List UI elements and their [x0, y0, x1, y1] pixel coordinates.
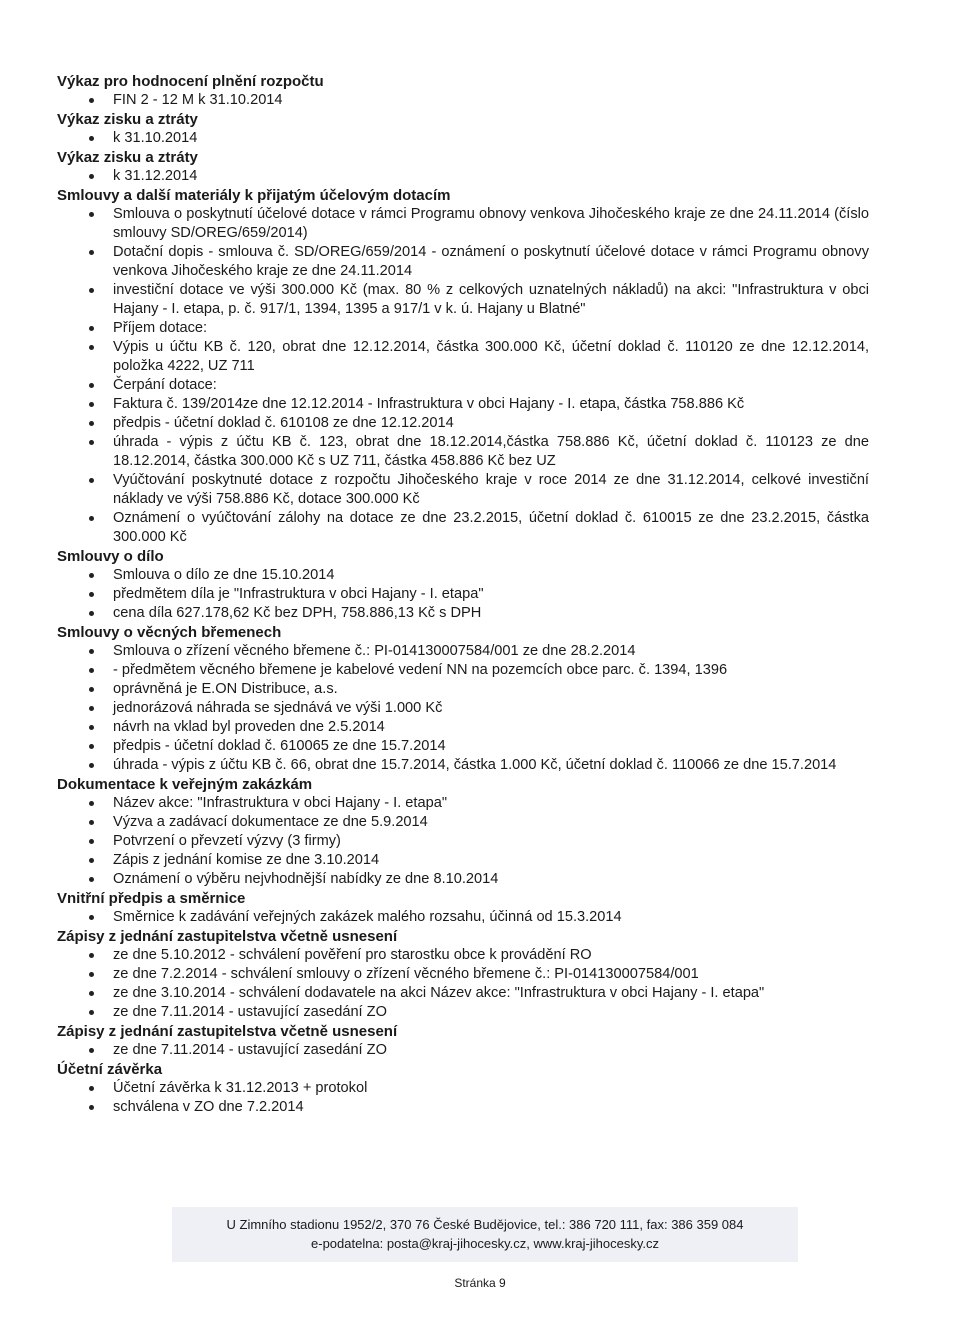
list-item: ze dne 7.2.2014 - schválení smlouvy o zřízení věcného břemene č.: PI-014130007584/001: [57, 965, 869, 984]
footer-contact: e-podatelna: posta@kraj-jihocesky.cz, www.kraj-jihocesky.cz: [311, 1236, 659, 1251]
footer: [172, 1207, 798, 1262]
list-item: k 31.12.2014: [57, 167, 869, 186]
list-item: Smlouva o dílo ze dne 15.10.2014: [57, 566, 869, 585]
list-item: Účetní závěrka k 31.12.2013 + protokol: [57, 1079, 869, 1098]
list-item: ze dne 7.11.2014 - ustavující zasedání ZO: [57, 1003, 869, 1022]
list-item: ze dne 5.10.2012 - schválení pověření pro starostku obce k provádění RO: [57, 946, 869, 965]
bullet-list: [57, 167, 869, 186]
bullet-list: [57, 642, 869, 775]
section: [57, 889, 869, 927]
list-item: Příjem dotace:: [57, 319, 869, 338]
bullet-list: [57, 946, 869, 1022]
section: [57, 547, 869, 623]
list-item: investiční dotace ve výši 300.000 Kč (max. 80 % z celkových uznatelných nákladů) na akci: "Infrastruktura v obci Hajany - I. etapa, p. č. 917/1, 1394, 1395 a 917/1 v k. ú. Hajany u Blatné": [57, 281, 869, 319]
list-item: jednorázová náhrada se sjednává ve výši 1.000 Kč: [57, 699, 869, 718]
section: [57, 1022, 869, 1060]
bullet-list: [57, 566, 869, 623]
section: [57, 148, 869, 186]
list-item: Výzva a zadávací dokumentace ze dne 5.9.2014: [57, 813, 869, 832]
section-heading: Zápisy z jednání zastupitelstva včetně usnesení: [57, 1023, 398, 1040]
section: [57, 72, 869, 110]
bullet-list: [57, 129, 869, 148]
section-heading: Smlouvy a další materiály k přijatým účelovým dotacím: [57, 187, 451, 204]
section-heading: Účetní závěrka: [57, 1061, 163, 1078]
list-item: předpis - účetní doklad č. 610108 ze dne 12.12.2014: [57, 414, 869, 433]
list-item: předpis - účetní doklad č. 610065 ze dne 15.7.2014: [57, 737, 869, 756]
bullet-list: [57, 91, 869, 110]
bullet-list: [57, 205, 869, 547]
list-item: návrh na vklad byl proveden dne 2.5.2014: [57, 718, 869, 737]
page-number: Stránka 9: [454, 1276, 506, 1290]
section: [57, 927, 869, 1022]
section-heading: Výkaz zisku a ztráty: [57, 111, 198, 128]
list-item: cena díla 627.178,62 Kč bez DPH, 758.886,13 Kč s DPH: [57, 604, 869, 623]
list-item: Čerpání dotace:: [57, 376, 869, 395]
section-heading: Smlouvy o věcných břemenech: [57, 624, 282, 641]
list-item: úhrada - výpis z účtu KB č. 123, obrat dne 18.12.2014,částka 758.886 Kč, účetní doklad č. 110123 ze dne 18.12.2014, částka 300.000 Kč s UZ 711, částka 458.886 Kč bez UZ: [57, 433, 869, 471]
footer-address: U Zimního stadionu 1952/2, 370 76 České Budějovice, tel.: 386 720 111, fax: 386 359 084: [226, 1217, 744, 1232]
section: [57, 1060, 869, 1117]
list-item: Směrnice k zadávání veřejných zakázek malého rozsahu, účinná od 15.3.2014: [57, 908, 869, 927]
list-item: Oznámení o vyúčtování zálohy na dotace ze dne 23.2.2015, účetní doklad č. 610015 ze dne 23.2.2015, částka 300.000 Kč: [57, 509, 869, 547]
list-item: Smlouva o poskytnutí účelové dotace v rámci Programu obnovy venkova Jihočeského kraje ze dne 24.11.2014 (číslo smlouvy SD/OREG/659/2014): [57, 205, 869, 243]
section: [57, 110, 869, 148]
bullet-list: [57, 794, 869, 889]
list-item: - předmětem věcného břemene je kabelové vedení NN na pozemcích obce parc. č. 1394, 1396: [57, 661, 869, 680]
section: [57, 775, 869, 889]
document-body: [57, 72, 869, 1117]
section-heading: Dokumentace k veřejným zakázkám: [57, 776, 313, 793]
list-item: Potvrzení o převzetí výzvy (3 firmy): [57, 832, 869, 851]
list-item: předmětem díla je "Infrastruktura v obci Hajany - I. etapa": [57, 585, 869, 604]
list-item: schválena v ZO dne 7.2.2014: [57, 1098, 869, 1117]
section-heading: Zápisy z jednání zastupitelstva včetně usnesení: [57, 928, 398, 945]
list-item: Oznámení o výběru nejvhodnější nabídky ze dne 8.10.2014: [57, 870, 869, 889]
section-heading: Výkaz pro hodnocení plnění rozpočtu: [57, 73, 324, 90]
section: [57, 623, 869, 775]
list-item: Vyúčtování poskytnuté dotace z rozpočtu Jihočeského kraje v roce 2014 ze dne 31.12.2014, celkové investiční náklady ve výši 758.886 Kč, dotace 300.000 Kč: [57, 471, 869, 509]
list-item: Smlouva o zřízení věcného břemene č.: PI-014130007584/001 ze dne 28.2.2014: [57, 642, 869, 661]
list-item: ze dne 3.10.2014 - schválení dodavatele na akci Název akce: "Infrastruktura v obci Hajany - I. etapa": [57, 984, 869, 1003]
list-item: Zápis z jednání komise ze dne 3.10.2014: [57, 851, 869, 870]
bullet-list: [57, 908, 869, 927]
section: [57, 186, 869, 547]
section-heading: Výkaz zisku a ztráty: [57, 149, 198, 166]
list-item: Název akce: "Infrastruktura v obci Hajany - I. etapa": [57, 794, 869, 813]
bullet-list: [57, 1079, 869, 1117]
list-item: ze dne 7.11.2014 - ustavující zasedání ZO: [57, 1041, 869, 1060]
bullet-list: [57, 1041, 869, 1060]
list-item: Dotační dopis - smlouva č. SD/OREG/659/2014 - oznámení o poskytnutí účelové dotace v rámci Programu obnovy venkova Jihočeského kraje ze dne 24.11.2014: [57, 243, 869, 281]
list-item: FIN 2 - 12 M k 31.10.2014: [57, 91, 869, 110]
list-item: úhrada - výpis z účtu KB č. 66, obrat dne 15.7.2014, částka 1.000 Kč, účetní doklad č. 110066 ze dne 15.7.2014: [57, 756, 869, 775]
list-item: k 31.10.2014: [57, 129, 869, 148]
list-item: oprávněná je E.ON Distribuce, a.s.: [57, 680, 869, 699]
list-item: Faktura č. 139/2014ze dne 12.12.2014 - Infrastruktura v obci Hajany - I. etapa, částka 758.886 Kč: [57, 395, 869, 414]
list-item: Výpis u účtu KB č. 120, obrat dne 12.12.2014, částka 300.000 Kč, účetní doklad č. 110120 ze dne 12.12.2014, položka 4222, UZ 711: [57, 338, 869, 376]
section-heading: Vnitřní předpis a směrnice: [57, 890, 246, 907]
section-heading: Smlouvy o dílo: [57, 548, 164, 565]
